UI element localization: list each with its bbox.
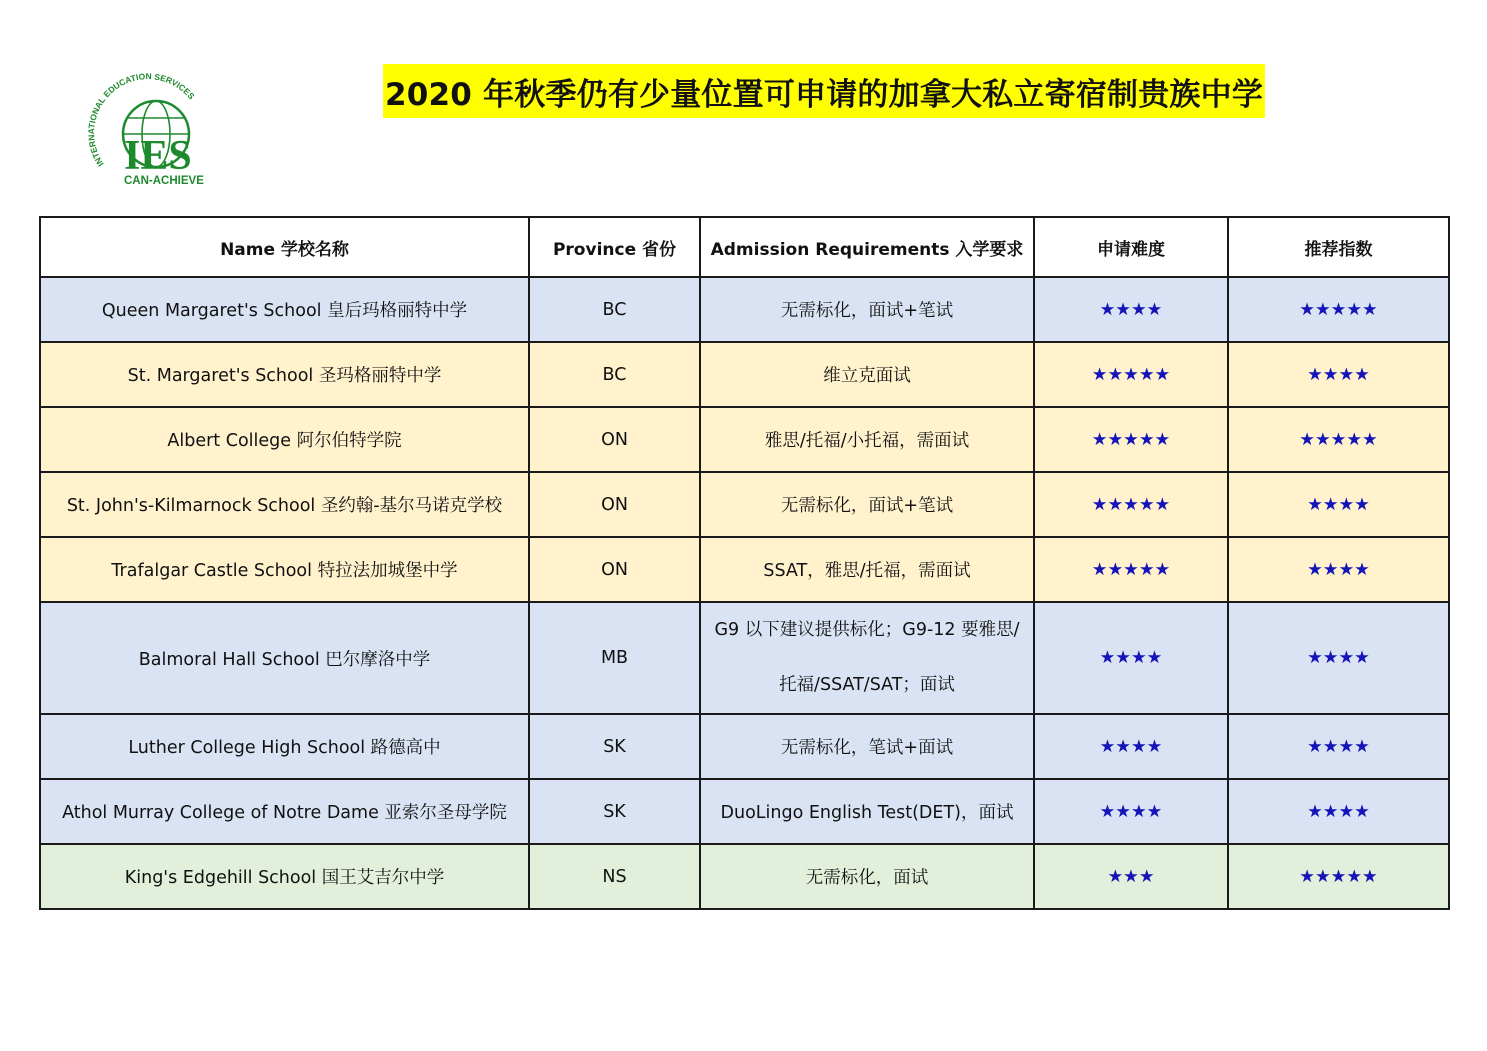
school-province: MB: [529, 602, 700, 714]
difficulty-stars: ★★★★★: [1034, 537, 1228, 602]
school-province: ON: [529, 472, 700, 537]
school-name: Balmoral Hall School 巴尔摩洛中学: [40, 602, 529, 714]
table-row: [40, 714, 1449, 779]
recommend-stars: ★★★★★: [1228, 277, 1449, 342]
table-header-row: [40, 217, 1449, 277]
ies-logo-graphic: [84, 72, 224, 190]
school-province: SK: [529, 714, 700, 779]
schools-table: [39, 216, 1450, 910]
header-requirements: Admission Requirements 入学要求: [700, 217, 1034, 277]
table-row: [40, 537, 1449, 602]
school-requirements: DuoLingo English Test(DET)，面试: [700, 779, 1034, 844]
recommend-stars: ★★★★: [1228, 537, 1449, 602]
school-name: St. John's-Kilmarnock School 圣约翰-基尔马诺克学校: [40, 472, 529, 537]
school-requirements: SSAT，雅思/托福，需面试: [700, 537, 1034, 602]
table-row: [40, 407, 1449, 472]
table-row: [40, 602, 1449, 714]
table-row: [40, 342, 1449, 407]
school-province: BC: [529, 277, 700, 342]
school-requirements: 无需标化，笔试+面试: [700, 714, 1034, 779]
header-recommend: 推荐指数: [1228, 217, 1449, 277]
school-requirements: 雅思/托福/小托福，需面试: [700, 407, 1034, 472]
page-title: 2020 年秋季仍有少量位置可申请的加拿大私立寄宿制贵族中学: [383, 64, 1265, 118]
school-province: ON: [529, 537, 700, 602]
header-name: Name 学校名称: [40, 217, 529, 277]
difficulty-stars: ★★★★★: [1034, 407, 1228, 472]
ies-logo: [84, 72, 224, 190]
table-row: [40, 277, 1449, 342]
header-province: Province 省份: [529, 217, 700, 277]
school-name: Albert College 阿尔伯特学院: [40, 407, 529, 472]
school-name: St. Margaret's School 圣玛格丽特中学: [40, 342, 529, 407]
logo-arc-text: INTERNATIONAL EDUCATION SERVICES: [86, 72, 197, 169]
header-difficulty: 申请难度: [1034, 217, 1228, 277]
difficulty-stars: ★★★★: [1034, 714, 1228, 779]
school-name: Athol Murray College of Notre Dame 亚索尔圣母学院: [40, 779, 529, 844]
school-requirements: 无需标化，面试: [700, 844, 1034, 909]
school-requirements: 无需标化，面试+笔试: [700, 472, 1034, 537]
recommend-stars: ★★★★★: [1228, 844, 1449, 909]
school-requirements: 维立克面试: [700, 342, 1034, 407]
recommend-stars: ★★★★: [1228, 342, 1449, 407]
recommend-stars: ★★★★: [1228, 602, 1449, 714]
school-requirements: 无需标化，面试+笔试: [700, 277, 1034, 342]
school-province: BC: [529, 342, 700, 407]
table-row: [40, 779, 1449, 844]
school-requirements: G9 以下建议提供标化；G9-12 要雅思/托福/SSAT/SAT；面试: [700, 602, 1034, 714]
recommend-stars: ★★★★: [1228, 779, 1449, 844]
recommend-stars: ★★★★: [1228, 714, 1449, 779]
difficulty-stars: ★★★: [1034, 844, 1228, 909]
school-name: Trafalgar Castle School 特拉法加城堡中学: [40, 537, 529, 602]
school-name: King's Edgehill School 国王艾吉尔中学: [40, 844, 529, 909]
recommend-stars: ★★★★★: [1228, 407, 1449, 472]
logo-tagline: CAN-ACHIEVE: [124, 175, 204, 187]
difficulty-stars: ★★★★: [1034, 779, 1228, 844]
difficulty-stars: ★★★★: [1034, 602, 1228, 714]
difficulty-stars: ★★★★★: [1034, 472, 1228, 537]
school-province: SK: [529, 779, 700, 844]
logo-mark: IES: [124, 133, 192, 179]
school-name: Queen Margaret's School 皇后玛格丽特中学: [40, 277, 529, 342]
school-name: Luther College High School 路德高中: [40, 714, 529, 779]
table-row: [40, 472, 1449, 537]
school-province: ON: [529, 407, 700, 472]
difficulty-stars: ★★★★: [1034, 277, 1228, 342]
difficulty-stars: ★★★★★: [1034, 342, 1228, 407]
school-province: NS: [529, 844, 700, 909]
recommend-stars: ★★★★: [1228, 472, 1449, 537]
table-row: [40, 844, 1449, 909]
